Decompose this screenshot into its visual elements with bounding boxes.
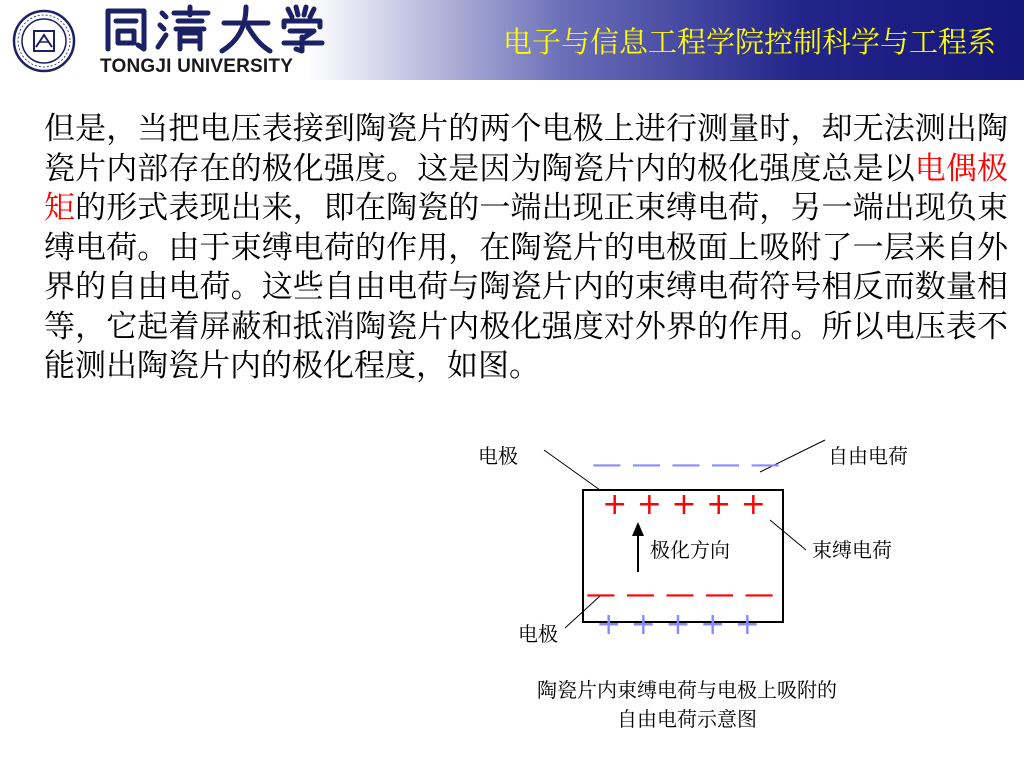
tongji-calligraphy-logo [100, 3, 330, 55]
paragraph-text-before: 但是，当把电压表接到陶瓷片的两个电极上进行测量时，却无法测出陶瓷片内部存在的极化强度。这是因为陶瓷片内的极化强度总是以 [44, 111, 1008, 187]
leader-bound-charge [770, 520, 806, 550]
label-free-charge: 自由电荷 [828, 444, 908, 468]
label-bound-charge: 束缚电荷 [812, 538, 892, 562]
figure-caption-line1: 陶瓷片内束缚电荷与电极上吸附的 [537, 678, 837, 702]
label-polarization-direction: 极化方向 [650, 538, 730, 562]
top-bound-positive-charges: + + + + + [602, 487, 766, 522]
bottom-free-positive-charges: + + + + + [596, 607, 760, 642]
top-free-negative-charges: — — — — — [591, 447, 781, 482]
highlight-term: 电偶极矩 [44, 150, 1008, 226]
label-electrode-top: 电极 [478, 444, 518, 468]
logo-english-name: TONGJI UNIVERSITY [100, 56, 294, 77]
university-seal-icon [12, 9, 76, 73]
department-title: 电子与信息工程学院控制科学与工程系 [502, 25, 996, 59]
body-paragraph [44, 110, 1008, 387]
header-banner [0, 0, 1024, 80]
paragraph-text-after: 的形式表现出来，即在陶瓷的一端出现正束缚电荷，另一端出现负束缚电荷。由于束缚电荷的作用，在陶瓷片的电极面上吸附了一层来自外界的自由电荷。这些自由电荷与陶瓷片内的束缚电荷符号相反而数量相等，它起着屏蔽和抵消陶瓷片内极化强度对外界的作用。所以电压表不能测出陶瓷片内的极化程度，如图。 [44, 190, 1009, 384]
bottom-bound-negative-charges: — — — — — [585, 577, 775, 612]
figure-caption-line2: 自由电荷示意图 [617, 707, 757, 731]
ceramic-charge-diagram [470, 430, 950, 750]
polarization-arrowhead-icon [632, 522, 644, 536]
label-electrode-bottom: 电极 [518, 622, 558, 646]
